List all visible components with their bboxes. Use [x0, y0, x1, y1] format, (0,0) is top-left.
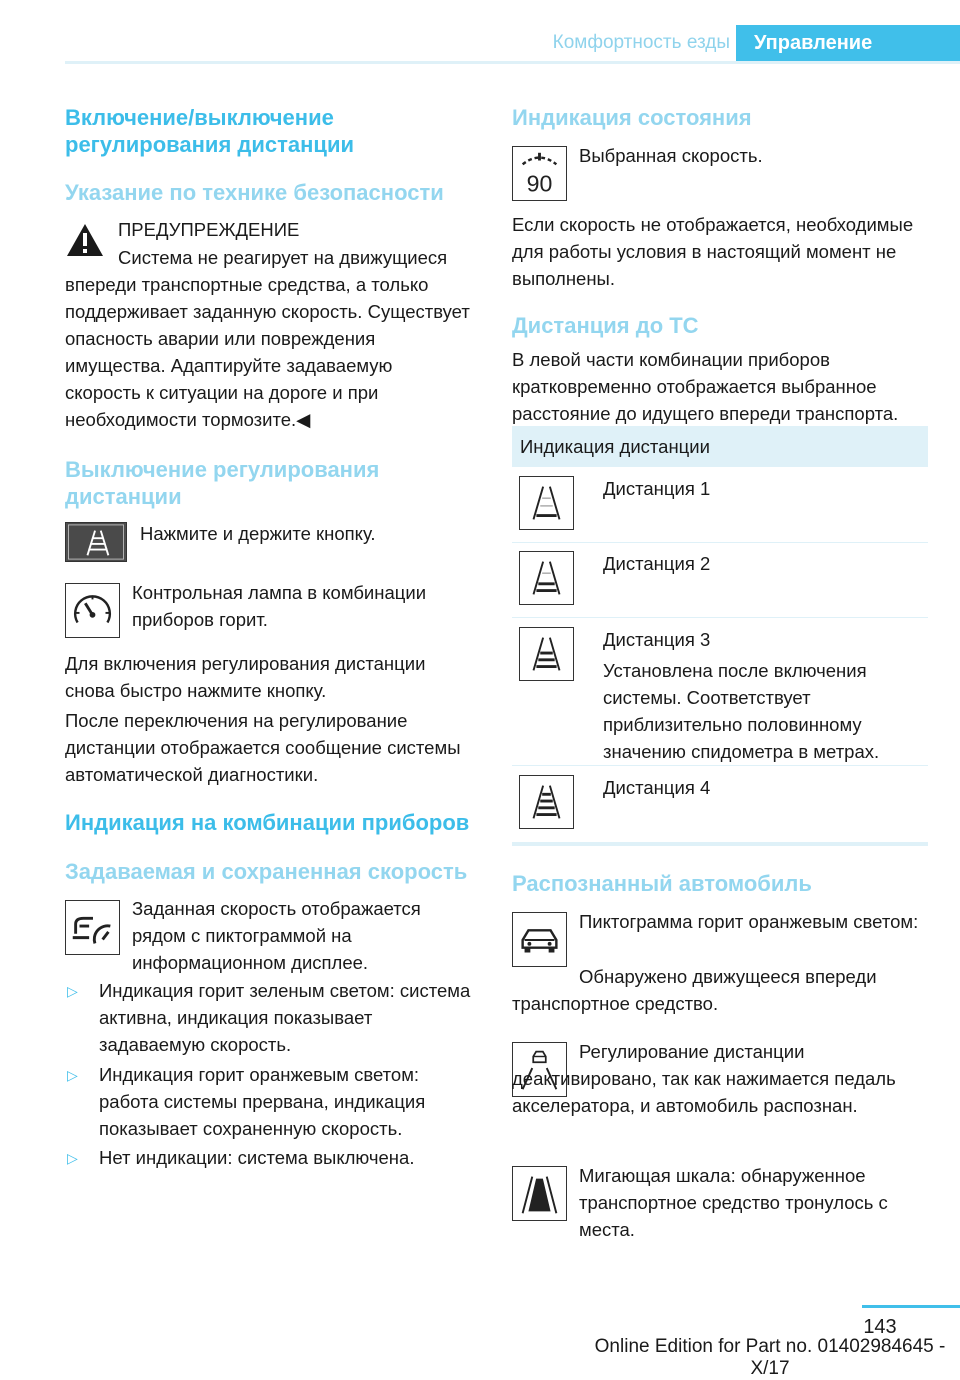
no-speed-text: Если скорость не отображается, необходимые для работы условия в настоящий момент не выполнены. [512, 214, 914, 289]
distance-3-note: Установлена после включения системы. Соответствует приблизительно половинному значению спидометра в метрах. [603, 660, 880, 762]
table-rule [512, 765, 928, 766]
table-header-label: Индикация дистанции [520, 436, 710, 457]
distance-1-label: Дистанция 1 [603, 478, 711, 499]
table-end-rule [512, 842, 928, 846]
blinking-scale-icon [512, 1166, 567, 1221]
selected-speed-icon [512, 146, 567, 201]
footer-rule [862, 1305, 960, 1308]
page-number: 143 [863, 1316, 897, 1338]
heading-distance: Дистанция до ТС [512, 313, 699, 338]
car-orange-text: Пиктограмма горит оранжевым светом: [579, 911, 919, 932]
blinking-scale-text: Мигающая шкала: обнаруженное транспортное средство тронулось с места. [579, 1165, 888, 1240]
press-hold-text: Нажмите и держите кнопку. [140, 523, 376, 544]
bullet-item: Индикация горит оранжевым светом: работа системы прервана, индикация показывает сохраненную скорость. [99, 1064, 426, 1139]
header-chapter-tab: Управление [736, 25, 960, 61]
distance-table-header [512, 426, 928, 467]
heading-detected-vehicle: Распознанный автомобиль [512, 871, 812, 896]
heading-status: Индикация состояния [512, 105, 752, 130]
header-rule [65, 61, 960, 64]
bullet-icon: ▷ [67, 983, 78, 999]
switch-message-text: После переключения на регулирование дистанции отображается сообщение системы автоматической диагностики. [65, 710, 461, 785]
distance-4-label: Дистанция 4 [603, 777, 711, 798]
heading-toggle-distance: Включение/выключение регулирования дистанции [65, 105, 354, 157]
bullet-item: Нет индикации: система выключена. [99, 1147, 415, 1168]
warning-label: ПРЕДУПРЕЖДЕНИЕ [118, 219, 300, 240]
heading-safety: Указание по технике безопасности [65, 180, 444, 205]
distance-4-icon [519, 775, 574, 829]
svg-text:90: 90 [526, 170, 553, 197]
detected-car-icon [512, 912, 567, 967]
warning-text: Система не реагирует на движущиеся впереди транспортные средства, а только поддерживает заданную скорость. Существует опасность аварии или повреждения имущества. Адаптируйте задаваемую скорость к ситуации на дороге и при необходимости тормозите.◀ [65, 247, 470, 430]
lamp-text: Контрольная лампа в комбинации приборов горит. [132, 582, 427, 630]
distance-1-icon [519, 476, 574, 530]
distance-2-icon [519, 551, 574, 605]
header-section-title: Комфортность езды [552, 32, 730, 53]
distance-3-label: Дистанция 3 [603, 629, 711, 650]
table-rule [512, 617, 928, 618]
heading-set-speed: Задаваемая и сохраненная скорость [65, 859, 468, 884]
footer-edition: Online Edition for Part no. 01402984645 - X/17 [594, 1336, 946, 1379]
bullet-icon: ▷ [67, 1067, 78, 1083]
heading-instrument-cluster: Индикация на комбинации приборов [65, 810, 470, 835]
speedometer-lamp-icon [65, 583, 120, 638]
car-detected-text: Обнаружено движущееся впереди транспортное средство. [512, 966, 877, 1014]
distance-button-icon [65, 522, 127, 562]
set-speed-icon [65, 900, 120, 955]
distance-text: В левой части комбинации приборов кратковременно отображается выбранное расстояние до идущего впереди транспорта. [512, 349, 899, 424]
heading-switch-off: Выключение регулирования дистанции [65, 457, 380, 509]
distance-2-label: Дистанция 2 [603, 553, 711, 574]
distance-3-icon [519, 627, 574, 681]
set-speed-text: Заданная скорость отображается рядом с пиктограммой на информационном дисплее. [132, 898, 421, 973]
bullet-item: Индикация горит зеленым светом: система активна, индикация показывает задаваемую скорость. [99, 980, 471, 1055]
switch-on-text: Для включения регулирования дистанции снова быстро нажмите кнопку. [65, 653, 426, 701]
table-rule [512, 542, 928, 543]
deactivated-text: Регулирование дистанции деактивировано, так как нажимается педаль акселератора, и автомобиль распознан. [512, 1041, 896, 1116]
bullet-icon: ▷ [67, 1150, 78, 1166]
selected-speed-text: Выбранная скорость. [579, 145, 763, 166]
